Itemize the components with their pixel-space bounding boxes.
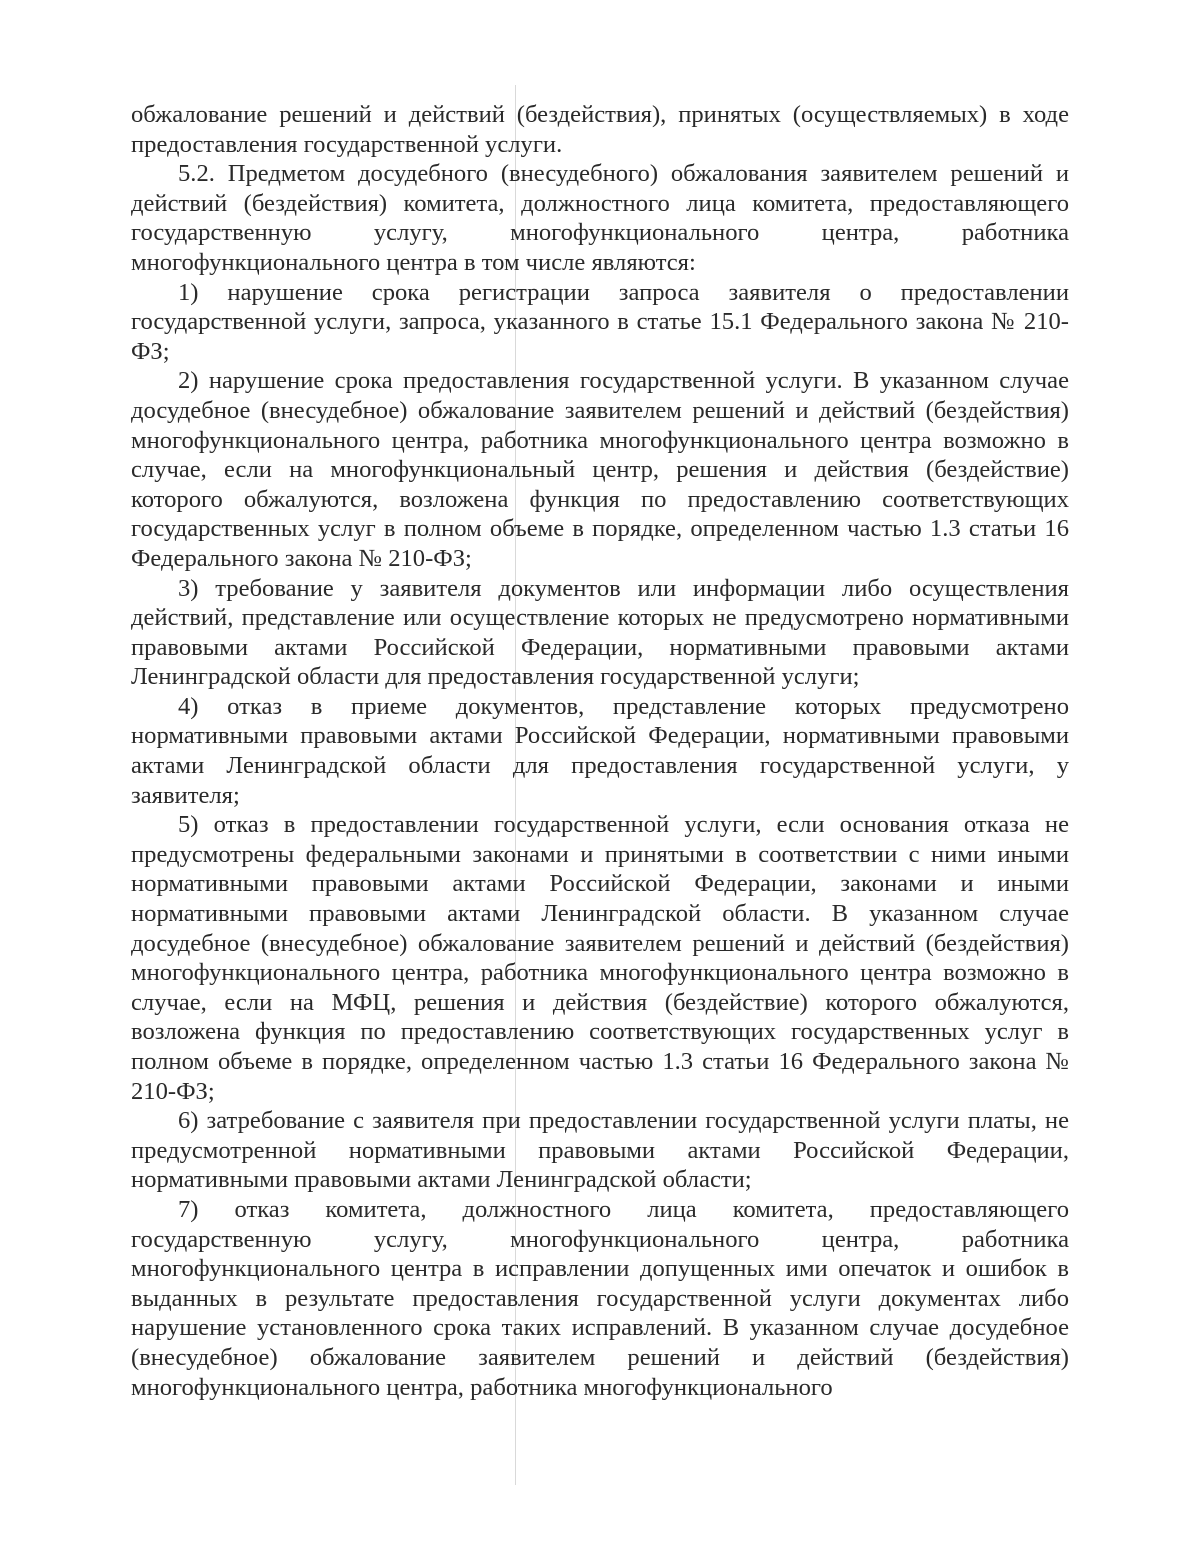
list-item-1: 1) нарушение срока регистрации запроса заявителя о предоставлении государственной услуги, запроса, указанного в статье 15.1 Федерального закона № 210-ФЗ; (131, 278, 1069, 365)
list-item-7: 7) отказ комитета, должностного лица комитета, предоставляющего государственную услугу, многофункционального центра, работника многофункционального центра в исправлении допущенных ими опечаток и ошибок в выданных в результате предоставления государственной услуги документах либо нарушение установленного срока таких исправлений. В указанном случае досудебное (внесудебное) обжалование заявителем решений и действий (бездействия) многофункционального центра, работника многофункционального (131, 1195, 1069, 1401)
paragraph-5-2: 5.2. Предметом досудебного (внесудебного) обжалования заявителем решений и действий (бездействия) комитета, должностного лица комитета, предоставляющего государственную услугу, многофункционального центра, работника многофункционального центра в том числе являются: (131, 160, 1069, 276)
list-item-2: 2) нарушение срока предоставления государственной услуги. В указанном случае досудебное (внесудебное) обжалование заявителем решений и действий (бездействия) многофункционального центра, работника многофункционального центра возможно в случае, если на многофункциональный центр, решения и действия (бездействие) которого обжалуются, возложена функция по предоставлению соответствующих государственных услуг в полном объеме в порядке, определенном частью 1.3 статьи 16 Федерального закона № 210-ФЗ; (131, 367, 1069, 572)
list-item-3: 3) требование у заявителя документов или информации либо осуществления действий, представление или осуществление которых не предусмотрено нормативными правовыми актами Российской Федерации, нормативными правовыми актами Ленинградской области для предоставления государственной услуги; (131, 574, 1069, 691)
document-body (131, 100, 1069, 1402)
list-item-6: 6) затребование с заявителя при предоставлении государственной услуги платы, не предусмотренной нормативными правовыми актами Российской Федерации, нормативными правовыми актами Ленинградской области; (131, 1107, 1069, 1194)
list-item-4: 4) отказ в приеме документов, представление которых предусмотрено нормативными правовыми актами Российской Федерации, нормативными правовыми актами Ленинградской области для предоставления государственной услуги, у заявителя; (131, 692, 1069, 809)
paragraph-continuation: обжалование решений и действий (бездействия), принятых (осуществляемых) в ходе предоставления государственной услуги. (131, 101, 1069, 158)
list-item-5: 5) отказ в предоставлении государственной услуги, если основания отказа не предусмотрены федеральными законами и принятыми в соответствии с ними иными нормативными правовыми актами Российской Федерации, законами и иными нормативными правовыми актами Ленинградской области. В указанном случае досудебное (внесудебное) обжалование заявителем решений и действий (бездействия) многофункционального центра, работника многофункционального центра возможно в случае, если на МФЦ, решения и действия (бездействие) которого обжалуются, возложена функция по предоставлению соответствующих государственных услуг в полном объеме в порядке, определенном частью 1.3 статьи 16 Федерального закона № 210-ФЗ; (131, 811, 1069, 1105)
